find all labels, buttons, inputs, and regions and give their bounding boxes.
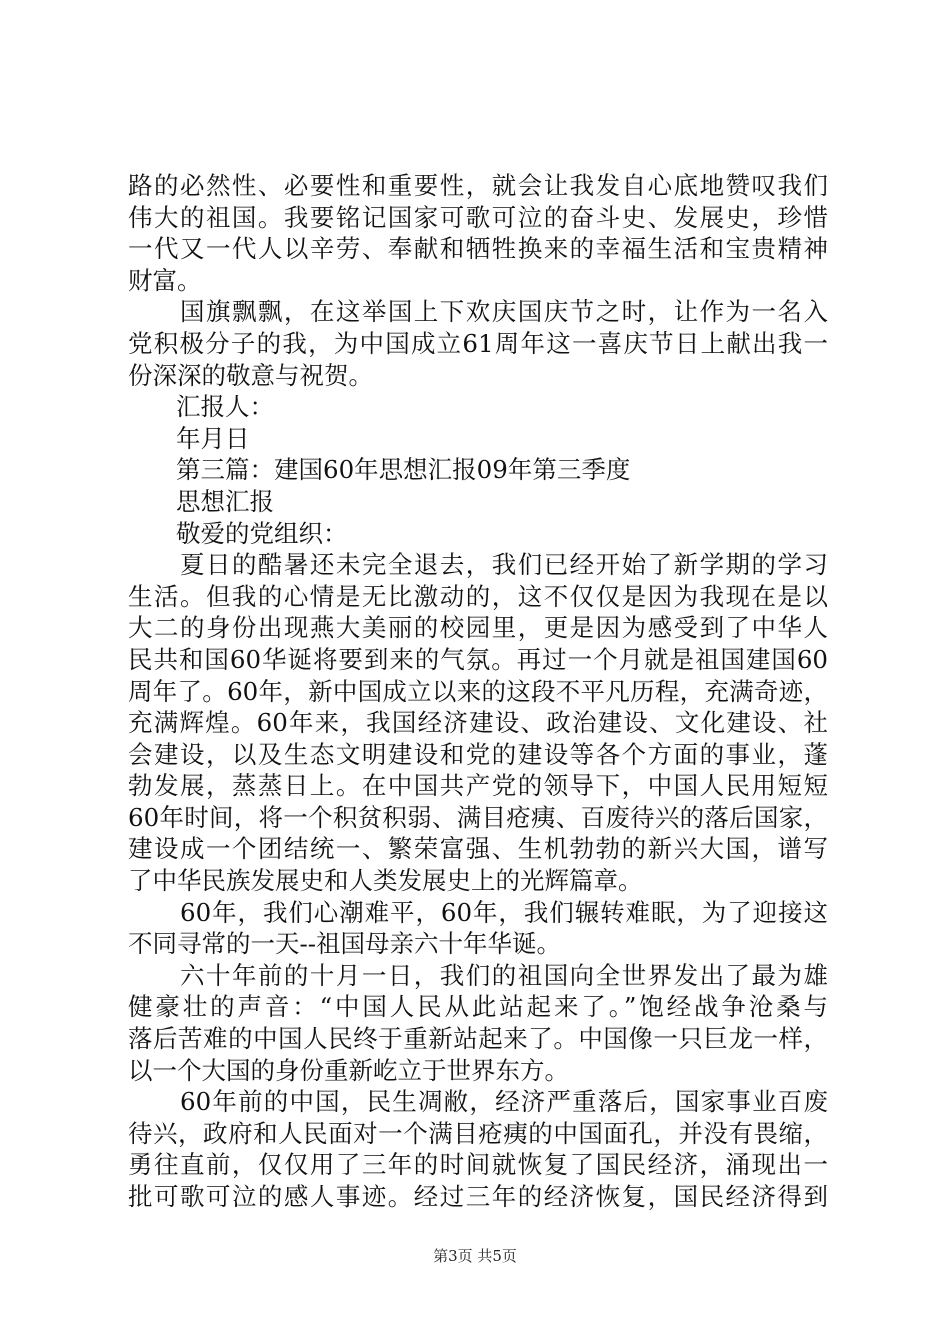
- text-line: 党积极分子的我，为中国成立61周年这一喜庆节日上献出我一: [128, 328, 828, 358]
- text-line: 勃发展，蒸蒸日上。在中国共产党的领导下，中国人民用短短: [128, 771, 828, 801]
- text-line: 健豪壮的声音：“中国人民从此站起来了。”饱经战争沧桑与: [128, 992, 828, 1022]
- text-line: 一代又一代人以辛劳、奉献和牺牲换来的幸福生活和宝贵精神: [128, 234, 828, 264]
- text-line: 周年了。60年，新中国成立以来的这段不平凡历程，充满奇迹，: [128, 676, 828, 706]
- text-line: 不同寻常的一天--祖国母亲六十年华诞。: [128, 929, 562, 959]
- text-line: 汇报人：: [176, 392, 274, 422]
- salutation: 敬爱的党组织：: [176, 518, 348, 548]
- text-line: 伟大的祖国。我要铭记国家可歌可泣的奋斗史、发展史，珍惜: [128, 202, 828, 232]
- text-line: 落后苦难的中国人民终于重新站起来了。中国像一只巨龙一样，: [128, 1024, 828, 1054]
- text-line: 国旗飘飘，在这举国上下欢庆国庆节之时，让作为一名入: [180, 297, 828, 327]
- page-number: 第3页 共5页: [433, 1247, 517, 1265]
- report-title: 思想汇报: [176, 486, 274, 516]
- text-line: 建设成一个团结统一、繁荣富强、生机勃勃的新兴大国，谱写: [128, 834, 828, 864]
- text-line: 生活。但我的心情是无比激动的，这不仅仅是因为我现在是以: [128, 581, 828, 611]
- text-line: 年月日: [176, 423, 250, 453]
- text-line: 待兴，政府和人民面对一个满目疮痍的中国面孔，并没有畏缩，: [128, 1118, 828, 1148]
- text-line: 大二的身份出现燕大美丽的校园里，更是因为感受到了中华人: [128, 613, 828, 643]
- text-line: 民共和国60华诞将要到来的气氛。再过一个月就是祖国建国60: [128, 644, 828, 674]
- text-line: 会建设，以及生态文明建设和党的建设等各个方面的事业，蓬: [128, 739, 828, 769]
- text-line: 份深深的敬意与祝贺。: [128, 360, 373, 390]
- text-line: 了中华民族发展史和人类发展史上的光辉篇章。: [128, 866, 643, 896]
- text-line: 六十年前的十月一日，我们的祖国向全世界发出了最为雄: [180, 960, 828, 990]
- text-line: 路的必然性、必要性和重要性，就会让我发自心底地赞叹我们: [128, 171, 828, 200]
- text-line: 财富。: [128, 265, 202, 295]
- text-line: 批可歌可泣的感人事迹。经过三年的经济恢复，国民经济得到: [128, 1182, 828, 1211]
- text-line: 夏日的酷暑还未完全退去，我们已经开始了新学期的学习: [180, 550, 828, 580]
- text-line: 60年，我们心潮难平，60年，我们辗转难眠，为了迎接这: [180, 897, 828, 927]
- document-body: [128, 170, 828, 1213]
- page-footer: [0, 1245, 950, 1266]
- text-line: 充满辉煌。60年来，我国经济建设、政治建设、文化建设、社: [128, 708, 828, 738]
- text-line: 勇往直前，仅仅用了三年的时间就恢复了国民经济，涌现出一: [128, 1150, 828, 1180]
- text-line: 60年时间，将一个积贫积弱、满目疮痍、百废待兴的落后国家，: [128, 802, 828, 832]
- text-line: 以一个大国的身份重新屹立于世界东方。: [128, 1055, 569, 1085]
- text-line: 60年前的中国，民生凋敝，经济严重落后，国家事业百废: [180, 1087, 828, 1117]
- section-heading: 第三篇：建国60年思想汇报09年第三季度: [176, 455, 631, 485]
